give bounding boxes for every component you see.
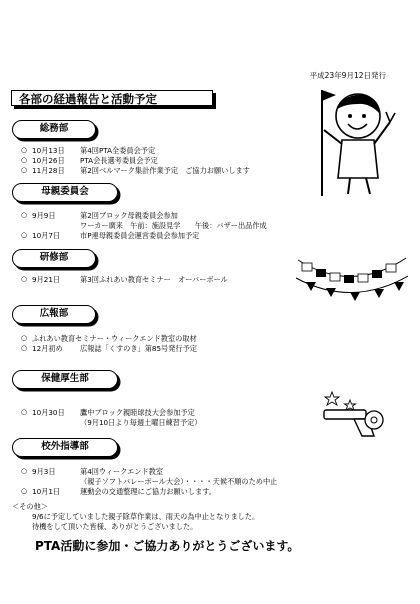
child-with-flag-illustration <box>300 86 400 198</box>
bullet: ○ <box>21 275 28 283</box>
bullet: ○ <box>21 231 28 239</box>
bullet: ○ <box>21 487 28 495</box>
bunting-flags-illustration <box>296 252 408 304</box>
row-date: 12月初め <box>32 344 63 353</box>
other-line: 待機をして頂いた皆様、ありがとうございました。 <box>32 522 198 531</box>
row-date: 11月28日 <box>32 166 65 175</box>
bullet: ○ <box>21 146 28 154</box>
bullet: ○ <box>21 344 28 352</box>
row-date: 9月21日 <box>32 275 61 284</box>
bullet: ○ <box>21 166 28 174</box>
section-header-training: 研修部 <box>12 249 96 268</box>
section-header-health-welfare: 保健厚生部 <box>12 370 118 389</box>
row-text: 鷹中ブロック親睦球技大会参加予定 <box>80 408 195 417</box>
row-date: 10月1日 <box>32 487 61 496</box>
section-title: 各部の経過報告と活動予定 <box>11 90 213 106</box>
row-text: 第4回ウィークエンド教室 <box>80 467 164 476</box>
row-date: 10月30日 <box>32 408 65 417</box>
row-text: 広報誌「くすのき」第85号発行予定 <box>80 344 197 353</box>
section-header-mothers-committee: 母親委員会 <box>12 183 118 202</box>
row-date: 10月7日 <box>32 231 61 240</box>
row-text: 市P連母親委員会運営委員会参加予定 <box>80 231 200 240</box>
bullet: ○ <box>21 334 28 342</box>
row-date: 10月13日 <box>32 146 65 155</box>
other-line: 9/6に予定していました親子除草作業は、雨天の為中止となりました。 <box>32 512 260 521</box>
bullet: ○ <box>21 211 28 219</box>
section-header-public-relations: 広報部 <box>12 305 96 324</box>
row-text: （親子ソフトバレーボール大会）・・・・天候不順のため中止 <box>80 477 278 486</box>
issue-date: 平成23年9月12日発行 <box>309 71 386 80</box>
row-text: 第3回ふれあい教育セミナー オーバーボール <box>80 275 228 284</box>
row-text: 第4回PTA全委員会予定 <box>80 146 156 155</box>
row-date: 9月3日 <box>32 467 56 476</box>
row-text: ふれあい教育セミナー・ウィークエンド教室の取材 <box>32 334 197 343</box>
row-text: 第2回ベルマーク集計作業予定 ご協力お願いします <box>80 166 250 175</box>
bullet: ○ <box>21 156 28 164</box>
row-date: 10月26日 <box>32 156 65 165</box>
section-header-outside-guidance: 校外指導部 <box>12 438 118 457</box>
row-text: 運動会の交通整理にご協力お願いします。 <box>80 487 216 496</box>
section-header-general-affairs: 総務部 <box>12 120 96 139</box>
bullet: ○ <box>21 408 28 416</box>
closing-message: PTA活動に参加・ご協力ありがとうございます。 <box>35 539 300 553</box>
bullet: ○ <box>21 467 28 475</box>
row-date: 9月9日 <box>32 211 56 220</box>
row-text: 第2回ブロック母親委員会参加 <box>80 211 178 220</box>
starter-pistol-illustration <box>318 384 390 438</box>
row-text: PTA会長選考委員会予定 <box>80 156 158 165</box>
row-text: ワーカー廣来 午前：施設見学 午後：バザー出品作成 <box>80 221 267 230</box>
other-heading: ＜その他＞ <box>12 502 48 511</box>
row-text: （9月10日より毎週土曜日練習予定） <box>80 418 202 427</box>
